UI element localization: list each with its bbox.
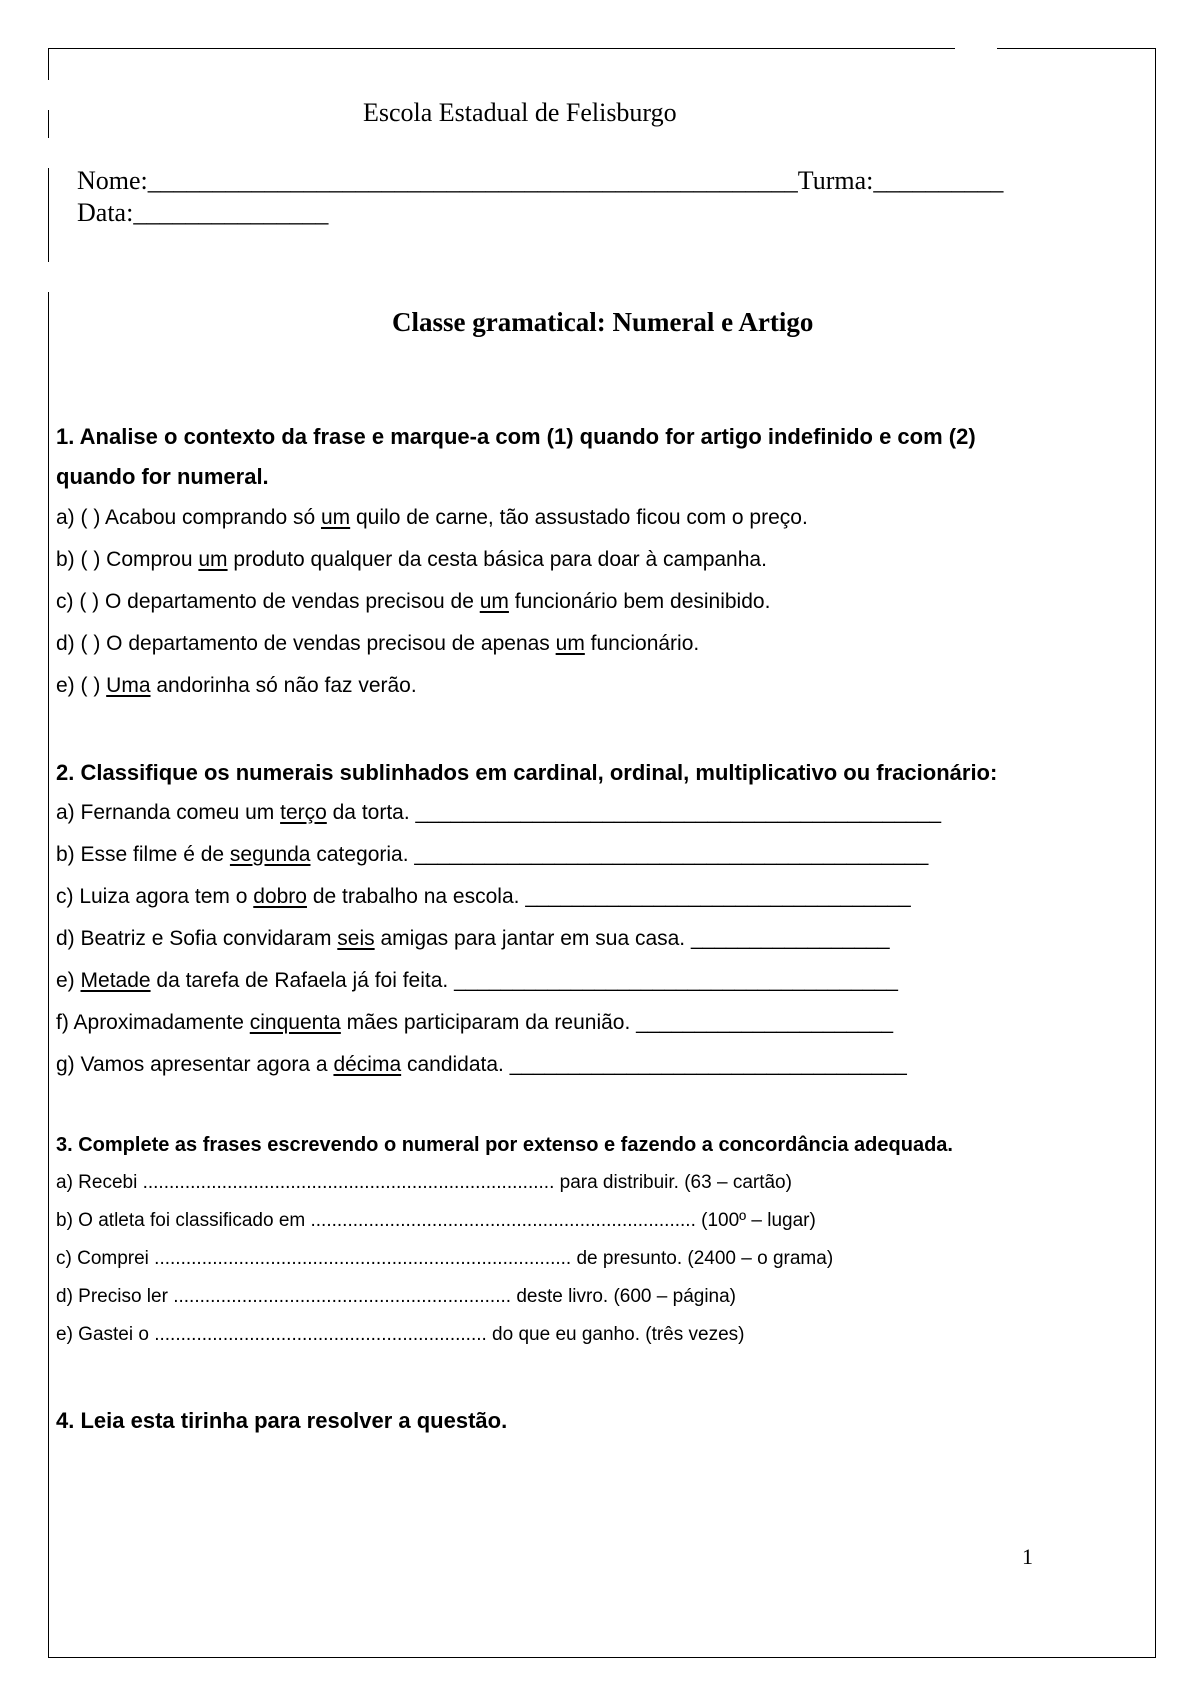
date-label: Data: xyxy=(77,198,134,227)
answer-blank[interactable]: ______________________ xyxy=(636,1011,894,1034)
underlined-word: um xyxy=(198,548,228,571)
list-item: d) Preciso ler ................................................................ deste livro. (600 – página) xyxy=(56,1286,737,1307)
underlined-word: cinquenta xyxy=(249,1011,341,1034)
list-item: c) Luiza agora tem o dobro de trabalho na escola. _________________________________ xyxy=(56,885,911,908)
list-item: b) ( ) Comprou um produto qualquer da cesta básica para doar à campanha. xyxy=(56,548,767,571)
underlined-word: Metade xyxy=(80,969,151,992)
q1-prompt: 1. Analise o contexto da frase e marque-a com (1) quando for artigo indefinido e com (2) xyxy=(56,424,976,449)
underlined-word: um xyxy=(555,632,585,655)
page-title: Classe gramatical: Numeral e Artigo xyxy=(392,307,814,337)
list-item: a) ( ) Acabou comprando só um quilo de carne, tão assustado ficou com o preço. xyxy=(56,506,808,529)
underlined-word: décima xyxy=(333,1053,402,1076)
list-item: d) Beatriz e Sofia convidaram seis amigas para jantar em sua casa. _________________ xyxy=(56,927,890,950)
list-item: c) Comprei ............................................................................... de presunto. (2400 – o grama) xyxy=(56,1248,834,1269)
underlined-word: segunda xyxy=(229,843,311,866)
list-item: b) O atleta foi classificado em ......................................................................... (100º – lugar) xyxy=(56,1210,816,1231)
answer-blank[interactable]: _________________ xyxy=(690,927,890,950)
list-item: a) Fernanda comeu um terço da torta. _____________________________________________ xyxy=(56,801,942,824)
list-item: g) Vamos apresentar agora a décima candidata. __________________________________ xyxy=(56,1053,907,1076)
list-item: e) Metade da tarefa de Rafaela já foi feita. ______________________________________ xyxy=(56,969,898,992)
list-item: c) ( ) O departamento de vendas precisou de um funcionário bem desinibido. xyxy=(56,590,771,613)
border-gap xyxy=(44,138,52,168)
name-label: Nome: xyxy=(77,166,148,195)
answer-blank[interactable]: ______________________________________ xyxy=(454,969,898,992)
border-gap xyxy=(955,44,997,52)
answer-blank[interactable]: ____________________________________________ xyxy=(414,843,929,866)
list-item: b) Esse filme é de segunda categoria. ____________________________________________ xyxy=(56,843,929,866)
border-gap xyxy=(44,262,52,292)
q4-prompt: 4. Leia esta tirinha para resolver a questão. xyxy=(56,1408,508,1433)
q1-prompt-cont: quando for numeral. xyxy=(56,464,269,489)
answer-blank[interactable]: _____________________________________________ xyxy=(415,801,942,824)
school-name: Escola Estadual de Felisburgo xyxy=(363,98,677,127)
underlined-word: dobro xyxy=(253,885,307,908)
list-item: d) ( ) O departamento de vendas precisou de apenas um funcionário. xyxy=(56,632,700,655)
q2-prompt: 2. Classifique os numerais sublinhados em cardinal, ordinal, multiplicativo ou fracionário: xyxy=(56,760,998,785)
list-item: a) Recebi .............................................................................. para distribuir. (63 – cartão) xyxy=(56,1172,792,1193)
name-row xyxy=(77,166,1003,196)
underlined-word: terço xyxy=(280,801,327,824)
list-item: e) Gastei o ............................................................... do que eu ganho. (três vezes) xyxy=(56,1324,745,1345)
class-field[interactable]: __________ xyxy=(873,166,1004,195)
list-item: f) Aproximadamente cinquenta mães participaram da reunião. ______________________ xyxy=(56,1011,894,1034)
underlined-word: um xyxy=(479,590,509,613)
date-row xyxy=(77,198,328,228)
name-field[interactable]: __________________________________________________ xyxy=(147,166,798,195)
class-label: Turma: xyxy=(797,166,874,195)
page-number: 1 xyxy=(1022,1544,1033,1569)
answer-blank[interactable]: _________________________________ xyxy=(525,885,911,908)
underlined-word: Uma xyxy=(106,674,151,697)
border-gap xyxy=(44,80,52,110)
answer-blank[interactable]: __________________________________ xyxy=(509,1053,907,1076)
list-item: e) ( ) Uma andorinha só não faz verão. xyxy=(56,674,417,697)
date-field[interactable]: _______________ xyxy=(133,198,329,227)
q3-prompt: 3. Complete as frases escrevendo o numeral por extenso e fazendo a concordância adequada. xyxy=(56,1134,953,1156)
underlined-word: um xyxy=(320,506,351,529)
underlined-word: seis xyxy=(337,927,375,950)
